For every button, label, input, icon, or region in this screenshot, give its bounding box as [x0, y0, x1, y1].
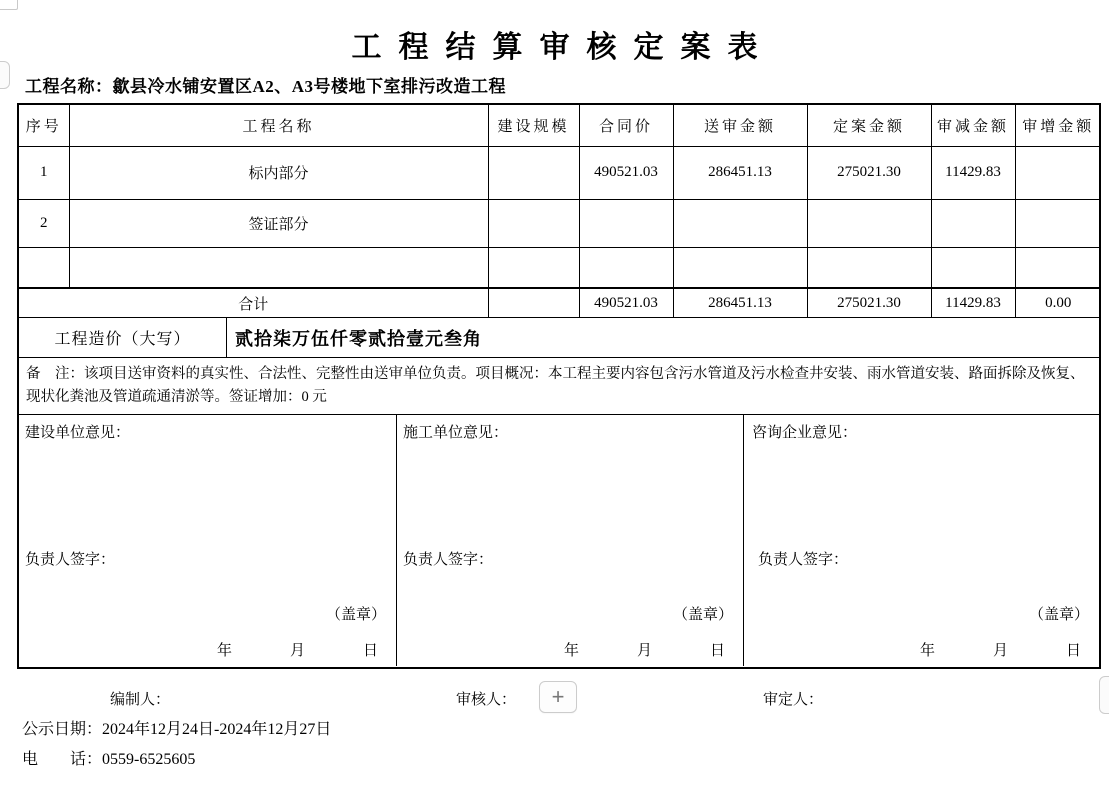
reviewer-label: 审核人： [456, 692, 517, 708]
seal-label: （盖章） [672, 607, 733, 623]
cell-seq: 2 [19, 199, 69, 247]
remark-text: 备 注：该项目送审资料的真实性、合法性、完整性由送审单位负责。项目概况：本工程主要内容包含污水管道及污水检查井安装、雨水管道安装、路面拆除及恢复、现状化粪池及管道疏通清淤等。签证增加：0 元 [19, 358, 1099, 415]
date-day-label: 日 [709, 643, 725, 659]
table-row [19, 146, 1101, 199]
date-line [744, 639, 1099, 660]
page-title: 工程结算审核定案表 [351, 31, 775, 64]
cell-reduced-amount [931, 199, 1015, 247]
opinion-box-construction-unit [19, 415, 397, 666]
date-line [19, 639, 396, 660]
total-contract-price: 490521.03 [579, 288, 673, 317]
sign-label: 负责人签字： [758, 552, 849, 568]
date-year-label: 年 [216, 643, 232, 659]
opinion-title: 施工单位意见： [403, 425, 509, 441]
seal-label: （盖章） [1028, 607, 1089, 623]
table-row [19, 247, 1101, 288]
date-month-label: 月 [992, 643, 1008, 659]
cell-submitted-amount [673, 199, 807, 247]
cell-submitted-amount [673, 247, 807, 288]
total-label: 合计 [19, 288, 488, 317]
total-increased-amount: 0.00 [1015, 288, 1101, 317]
cost-in-words-value: 贰拾柒万伍仟零贰拾壹元叁角 [235, 328, 482, 349]
header-project: 工程名称 [69, 105, 488, 146]
header-scale: 建设规模 [488, 105, 579, 146]
publicity-date-line: 公示日期：2024年12月24日-2024年12月27日 [22, 721, 332, 738]
cell-seq [19, 247, 69, 288]
date-month-label: 月 [636, 643, 652, 659]
table-row [19, 199, 1101, 247]
cell-contract-price [579, 199, 673, 247]
cell-seq: 1 [19, 146, 69, 199]
cell-scale [488, 247, 579, 288]
date-line [397, 639, 743, 660]
seal-label: （盖章） [325, 607, 386, 623]
approver-label: 审定人： [763, 692, 824, 708]
cell-scale [488, 199, 579, 247]
cell-reduced-amount [931, 247, 1015, 288]
summary-table [19, 105, 1101, 317]
preparer-label: 编制人： [110, 692, 171, 708]
opinion-title: 咨询企业意见： [752, 425, 858, 441]
table-header-row [19, 105, 1101, 146]
cell-increased-amount [1015, 247, 1101, 288]
date-year-label: 年 [563, 643, 579, 659]
cell-submitted-amount: 286451.13 [673, 146, 807, 199]
sign-label: 负责人签字： [403, 552, 494, 568]
date-month-label: 月 [289, 643, 305, 659]
phone-line: 电 话：0559-6525605 [22, 751, 196, 768]
opinion-box-contractor [397, 415, 744, 666]
settlement-table [17, 103, 1101, 669]
sign-label: 负责人签字： [25, 552, 116, 568]
header-increased-amount: 审增金额 [1015, 105, 1101, 146]
opinion-title: 建设单位意见： [25, 425, 131, 441]
total-submitted-amount: 286451.13 [673, 288, 807, 317]
header-contract-price: 合同价 [579, 105, 673, 146]
cost-in-words-row [19, 317, 1099, 358]
cell-scale [488, 146, 579, 199]
header-finalized-amount: 定案金额 [807, 105, 931, 146]
header-submitted-amount: 送审金额 [673, 105, 807, 146]
cell-finalized-amount [807, 247, 931, 288]
header-reduced-amount: 审减金额 [931, 105, 1015, 146]
add-reviewer-button[interactable]: + [539, 681, 577, 713]
date-day-label: 日 [1065, 643, 1081, 659]
cell-finalized-amount: 275021.30 [807, 146, 931, 199]
date-year-label: 年 [919, 643, 935, 659]
cell-project [69, 247, 488, 288]
date-day-label: 日 [362, 643, 378, 659]
opinion-boxes [19, 415, 1099, 666]
cell-contract-price: 490521.03 [579, 146, 673, 199]
cell-reduced-amount: 11429.83 [931, 146, 1015, 199]
opinion-box-consultant [744, 415, 1099, 666]
project-name-line: 工程名称：歙县冷水铺安置区A2、A3号楼地下室排污改造工程 [25, 77, 507, 96]
cell-project: 标内部分 [69, 146, 488, 199]
cell-project: 签证部分 [69, 199, 488, 247]
total-finalized-amount: 275021.30 [807, 288, 931, 317]
total-reduced-amount: 11429.83 [931, 288, 1015, 317]
total-row [19, 288, 1101, 317]
cell-increased-amount [1015, 199, 1101, 247]
cost-in-words-label: 工程造价（大写） [19, 318, 227, 357]
corner-artifact [0, 0, 18, 10]
cell-finalized-amount [807, 199, 931, 247]
total-scale [488, 288, 579, 317]
header-seq: 序号 [19, 105, 69, 146]
cell-contract-price [579, 247, 673, 288]
partial-button-right[interactable] [1099, 676, 1109, 714]
cell-increased-amount [1015, 146, 1101, 199]
